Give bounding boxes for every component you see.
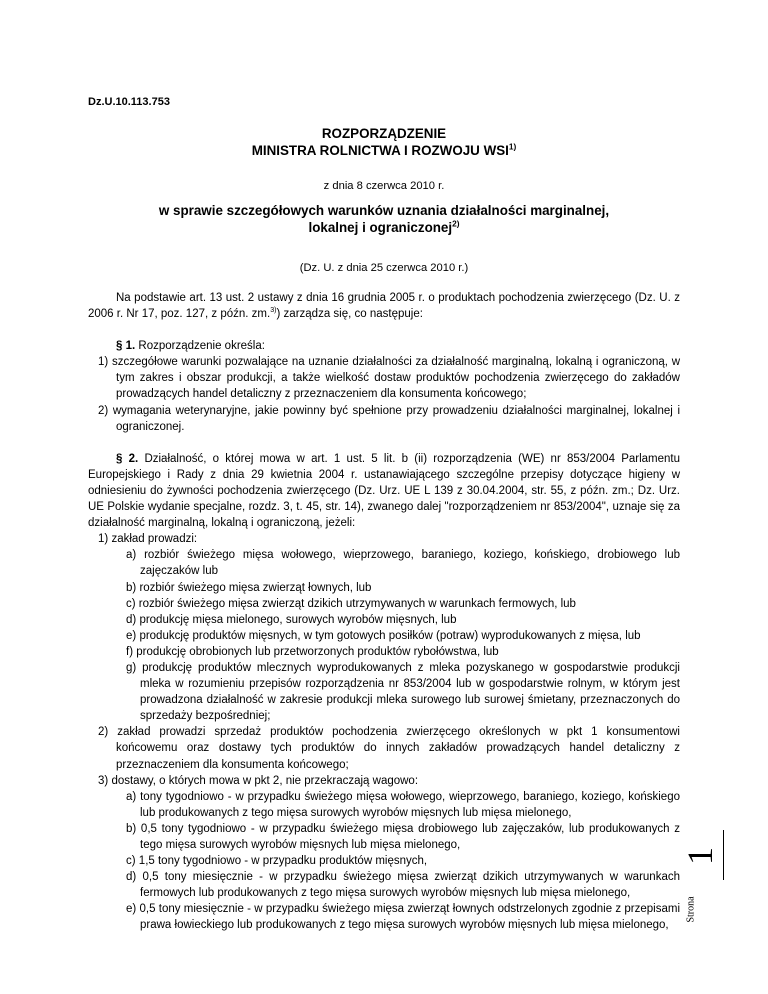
list-text: wymagania weterynaryjne, jakie powinny być spełnione przy prowadzeniu działalności marginalnej, lokalnej i ograniczonej. [112, 404, 680, 433]
sub-list-text: produkcję obrobionych lub przetworzonych produktów rybołówstwa, lub [136, 645, 499, 658]
subject-line-2-text: lokalnej i ograniczonej [308, 220, 453, 235]
sub-list-item [88, 644, 680, 660]
publication-info: (Dz. U. z dnia 25 czerwca 2010 r.) [299, 262, 469, 274]
list-number: 1) [98, 356, 109, 369]
sub-list-letter: a) [126, 790, 137, 803]
sub-list-text: tony tygodniowo - w przypadku świeżego mięsa wołowego, wieprzowego, baraniego, koziego, końskiego lub produkowanych z tego mięsa surowych wyrobów mięsnych lub mięsa mielonego, [140, 790, 680, 819]
sub-list-item [88, 580, 680, 596]
sub-list-letter: d) [126, 613, 137, 626]
list-item [88, 354, 680, 402]
sub-list-text: rozbiór świeżego mięsa wołowego, wieprzowego, baraniego, koziego, końskiego, drobiowego lub zajęczaków lub [140, 549, 680, 578]
regulation-title [88, 125, 680, 159]
sub-list-item [88, 821, 680, 853]
preamble-text-a: Na podstawie art. 13 ust. 2 ustawy z dnia 16 grudnia 2005 r. o produktach pochodzenia zwierzęcego (Dz. U. z 2006 r. Nr 17, poz. 127, z późn. zm. [88, 292, 680, 321]
document-reference: Dz.U.10.113.753 [88, 96, 170, 108]
sub-list-text: produkcję produktów mięsnych, w tym gotowych posiłków (potraw) wyprodukowanych z mięsa, lub [139, 629, 641, 642]
list-item [88, 773, 680, 789]
sub-list-letter: e) [126, 629, 137, 642]
paragraph-2-intro [88, 451, 680, 531]
paragraph-1-list [88, 354, 680, 434]
sub-list-letter: b) [126, 581, 137, 594]
paragraph-1-marker: § 1. [116, 340, 136, 353]
list-text: dostawy, o których mowa w pkt 2, nie przekraczają wagowo: [111, 774, 419, 787]
footnote-ref-2: 2) [452, 218, 460, 229]
regulation-subject [88, 202, 680, 236]
sub-list-item [88, 789, 680, 821]
paragraph-2-marker: § 2. [116, 452, 139, 465]
sub-list-letter: g) [126, 661, 137, 674]
paragraph-1-intro-text: Rozporządzenie określa: [135, 340, 265, 353]
list-item [88, 403, 680, 435]
subject-line-2 [88, 219, 680, 236]
footnote-ref-3: 3) [270, 306, 277, 315]
sub-list-item [88, 869, 680, 901]
sub-list-text: 0,5 tony miesięcznie - w przypadku świeżego mięsa zwierząt łownych odstrzelonych zgodnie z przepisami prawa łowieckiego lub produkowanych z tego mięsa surowych wyrobów mięsnych lub mięsa mielonego, [139, 903, 680, 932]
regulation-date: z dnia 8 czerwca 2010 r. [323, 180, 445, 192]
sub-list-text: produkcję produktów mlecznych wyprodukowanych z mleka pozyskanego w gospodarstwie produkcji mleka w rozumieniu przepisów rozporządzenia nr 853/2004 lub w gospodarstwie rolnym, w którym jest prowadzona działalność w zakresie produkcji mleka surowego lub surowej śmietany, przeznaczonych do sprzedaży bezpośredniej; [140, 661, 680, 723]
sub-list-text: 0,5 tony miesięcznie - w przypadku świeżego mięsa zwierząt dzikich utrzymywanych w warunkach fermowych lub produkowanych z tego mięsa surowych wyrobów mięsnych lub mięsa mielonego, [140, 871, 680, 900]
subject-line-1: w sprawie szczegółowych warunków uznania działalności marginalnej, [158, 203, 610, 218]
sub-list-item [88, 612, 680, 628]
list-number: 2) [98, 726, 109, 739]
sub-list-item [88, 628, 680, 644]
sub-list-text: produkcję mięsa mielonego, surowych wyrobów mięsnych, lub [139, 613, 457, 626]
sub-list-letter: a) [126, 549, 137, 562]
sub-list-text: rozbiór świeżego mięsa zwierząt dzikich utrzymywanych w warunkach fermowych, lub [138, 597, 576, 610]
paragraph-2-list [88, 531, 680, 933]
page-number-block [680, 838, 738, 923]
page-number: 1 [680, 847, 720, 865]
sub-list-text: 1,5 tony tygodniowo - w przypadku produktów mięsnych, [138, 855, 428, 868]
preamble-text-b: ) zarządza się, co następuje: [276, 308, 423, 321]
sub-list-letter: e) [126, 903, 137, 916]
list-text: szczegółowe warunki pozwalające na uznanie działalności za działalność marginalną, lokalną i ograniczoną, w tym zakres i obszar produkcji, a także wielkość dostaw produktów pochodzenia zwierzęcego do zakładów prowadzących handel detaliczny z przeznaczeniem dla konsumenta końcowego; [111, 356, 680, 401]
sub-list-item [88, 547, 680, 579]
sub-list-text: 0,5 tony tygodniowo - w przypadku świeżego mięsa drobiowego lub zajęczaków, lub produkowanych z tego mięsa surowych wyrobów mięsnych lub mięsa mielonego, [140, 822, 680, 851]
sub-list-letter: d) [126, 871, 137, 884]
list-number: 2) [98, 404, 109, 417]
sub-list-text: rozbiór świeżego mięsa zwierząt łownych, lub [139, 581, 372, 594]
page-label: Strona [685, 896, 697, 923]
preamble [88, 290, 680, 322]
footnote-ref-1: 1) [508, 141, 517, 152]
sub-list-letter: c) [126, 855, 136, 868]
sub-list-letter: b) [126, 822, 137, 835]
title-line-1: ROZPORZĄDZENIE [321, 126, 447, 141]
sub-list-item [88, 660, 680, 724]
list-number: 1) [98, 533, 109, 546]
list-item [88, 531, 680, 547]
sub-list-item [88, 901, 680, 933]
list-item [88, 724, 680, 772]
title-line-2 [88, 142, 680, 159]
paragraph-1-intro [88, 338, 680, 354]
sub-list-letter: c) [126, 597, 136, 610]
list-text: zakład prowadzi: [111, 533, 198, 546]
document-body [88, 290, 680, 934]
list-number: 3) [98, 774, 109, 787]
title-authority: MINISTRA ROLNICTWA I ROZWOJU WSI [251, 143, 509, 158]
paragraph-2-intro-text: Działalność, o której mowa w art. 1 ust. 5 lit. b (ii) rozporządzenia (WE) nr 853/2004 Parlamentu Europejskiego i Rady z dnia 29 kwietnia 2004 r. ustanawiającego szczególne przepisy dotyczące higieny w odniesieniu do żywności pochodzenia zwierzęcego (Dz. Urz. UE L 139 z 30.04.2004, str. 55, z późn. zm.; Dz. Urz. UE Polskie wydanie specjalne, rozdz. 3, t. 45, str. 14), zwanego dalej "rozporządzeniem nr 853/2004", uznaje się za działalność marginalną, lokalną i ograniczoną, jeżeli: [88, 452, 680, 530]
list-text: zakład prowadzi sprzedaż produktów pochodzenia zwierzęcego określonych w pkt 1 konsumentowi końcowemu oraz dostawy tych produktów do innych zakładów prowadzących handel detaliczny z przeznaczeniem dla konsumenta końcowego; [116, 726, 680, 771]
sub-list-letter: f) [126, 645, 134, 658]
sub-list-item [88, 853, 680, 869]
sub-list-item [88, 596, 680, 612]
